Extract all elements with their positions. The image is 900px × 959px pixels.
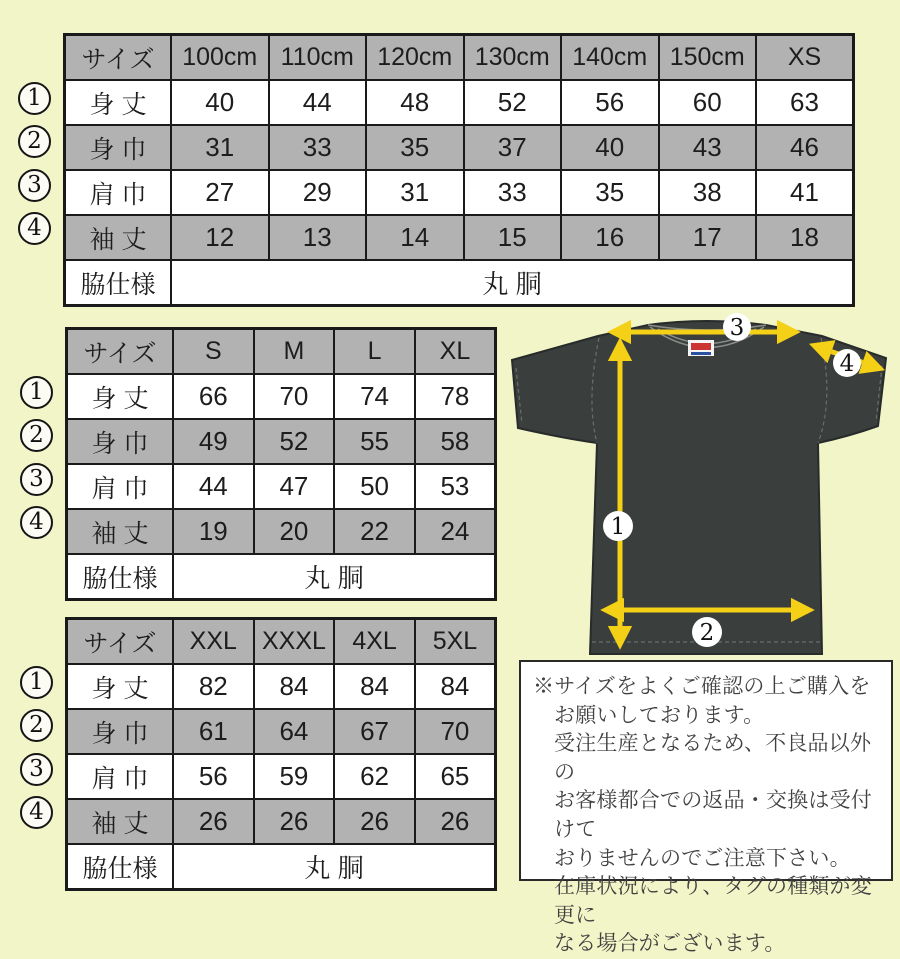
measure-value: 20: [254, 509, 335, 554]
size-header-cell: 140cm: [561, 35, 659, 81]
diagram-label-3: [723, 313, 751, 341]
measure-value: 52: [464, 80, 562, 125]
measure-value: 31: [171, 125, 269, 170]
measure-row: [67, 374, 496, 419]
footer-row: [67, 844, 496, 890]
measure-value: 66: [173, 374, 254, 419]
size-header-cell: 130cm: [464, 35, 562, 81]
measure-value: 49: [173, 419, 254, 464]
measure-value: 12: [171, 215, 269, 260]
measure-value: 26: [173, 799, 254, 844]
measure-row: [67, 419, 496, 464]
size-table-plus: [65, 617, 497, 891]
measure-row: [65, 125, 854, 170]
measure-value: 22: [334, 509, 415, 554]
diagram-label-4: [833, 349, 861, 377]
brand-tag: [688, 340, 714, 356]
circled-number-3: 3: [18, 169, 51, 202]
measure-label: 身 巾: [67, 419, 174, 464]
measure-value: 46: [756, 125, 854, 170]
measure-row: [65, 80, 854, 125]
circled-number-4: 4: [18, 212, 51, 245]
measure-value: 26: [254, 799, 335, 844]
svg-text:3: 3: [729, 315, 745, 341]
measure-value: 55: [334, 419, 415, 464]
measure-value: 27: [171, 170, 269, 215]
notice-line: おりませんのでご注意下さい。: [554, 846, 851, 870]
measure-value: 67: [334, 709, 415, 754]
measure-label: 袖 丈: [65, 215, 172, 260]
circled-number-2: 2: [18, 125, 51, 158]
purchase-notice-box: [519, 660, 893, 956]
measure-label: 肩 巾: [67, 464, 174, 509]
measure-value: 50: [334, 464, 415, 509]
measure-value: 35: [366, 125, 464, 170]
measure-value: 58: [415, 419, 496, 464]
size-header-cell: 150cm: [659, 35, 757, 81]
size-header-cell: S: [173, 329, 254, 375]
measure-value: 62: [334, 754, 415, 799]
measure-value: 14: [366, 215, 464, 260]
header-row: [67, 619, 496, 665]
measure-value: 24: [415, 509, 496, 554]
size-header-cell: 110cm: [269, 35, 367, 81]
notice-line: お客様都合での返品・交換は受付けて: [554, 789, 872, 841]
measure-value: 56: [561, 80, 659, 125]
measure-value: 56: [173, 754, 254, 799]
size-header-cell: L: [334, 329, 415, 375]
size-header-cell: サイズ: [65, 35, 172, 81]
svg-text:1: 1: [610, 514, 626, 540]
measure-value: 48: [366, 80, 464, 125]
circled-number-1: 1: [20, 376, 53, 409]
measure-value: 44: [269, 80, 367, 125]
circled-number-3: 3: [20, 753, 53, 786]
circled-number-2: 2: [20, 419, 53, 452]
circled-number-2: 2: [20, 709, 53, 742]
measure-value: 61: [173, 709, 254, 754]
measure-label: 身 丈: [67, 664, 174, 709]
header-row: [67, 329, 496, 375]
footer-row: [65, 260, 854, 306]
measure-value: 40: [561, 125, 659, 170]
size-table-kids: [63, 33, 855, 307]
tshirt-measurement-diagram: [500, 308, 892, 660]
measure-value: 47: [254, 464, 335, 509]
measure-value: 33: [464, 170, 562, 215]
measure-label: 身 巾: [65, 125, 172, 170]
measure-label: 身 丈: [67, 374, 174, 419]
measure-label: 身 丈: [65, 80, 172, 125]
measure-value: 18: [756, 215, 854, 260]
circled-number-1: 1: [18, 82, 51, 115]
size-header-cell: XL: [415, 329, 496, 375]
measure-value: 70: [254, 374, 335, 419]
circled-number-4: 4: [20, 506, 53, 539]
size-table-adult-section: [29, 327, 497, 601]
measure-row: [67, 509, 496, 554]
measure-value: 15: [464, 215, 562, 260]
circled-number-3: 3: [20, 463, 53, 496]
notice-line: お願いしております。: [554, 703, 765, 727]
size-header-cell: XXXL: [254, 619, 335, 665]
measure-row: [67, 664, 496, 709]
measure-value: 29: [269, 170, 367, 215]
measure-value: 44: [173, 464, 254, 509]
size-header-cell: サイズ: [67, 329, 174, 375]
circled-number-1: 1: [20, 666, 53, 699]
size-header-cell: サイズ: [67, 619, 174, 665]
measure-value: 84: [254, 664, 335, 709]
side-spec-value: 丸 胴: [171, 260, 854, 306]
measure-row: [65, 215, 854, 260]
measure-value: 19: [173, 509, 254, 554]
size-table-plus-section: [29, 617, 497, 891]
measure-value: 70: [415, 709, 496, 754]
measure-value: 38: [659, 170, 757, 215]
side-spec-label: 脇仕様: [67, 844, 174, 890]
measure-value: 40: [171, 80, 269, 125]
size-table-kids-section: [27, 33, 855, 307]
diagram-label-1: [603, 511, 633, 541]
measure-value: 35: [561, 170, 659, 215]
measure-label: 肩 巾: [67, 754, 174, 799]
measure-value: 74: [334, 374, 415, 419]
header-row: [65, 35, 854, 81]
measure-value: 43: [659, 125, 757, 170]
size-header-cell: 120cm: [366, 35, 464, 81]
measure-row: [65, 170, 854, 215]
footer-row: [67, 554, 496, 600]
measure-value: 31: [366, 170, 464, 215]
measure-value: 41: [756, 170, 854, 215]
svg-text:4: 4: [839, 351, 855, 377]
measure-value: 26: [415, 799, 496, 844]
measure-value: 84: [334, 664, 415, 709]
diagram-label-2: [692, 617, 722, 647]
size-header-cell: 4XL: [334, 619, 415, 665]
notice-line: ※サイズをよくご確認の上ご購入を: [533, 675, 871, 698]
measure-row: [67, 754, 496, 799]
measure-value: 33: [269, 125, 367, 170]
side-spec-label: 脇仕様: [65, 260, 172, 306]
measure-value: 37: [464, 125, 562, 170]
measure-row: [67, 709, 496, 754]
measure-value: 65: [415, 754, 496, 799]
measure-value: 53: [415, 464, 496, 509]
size-header-cell: 5XL: [415, 619, 496, 665]
measure-value: 84: [415, 664, 496, 709]
measure-label: 袖 丈: [67, 799, 174, 844]
measure-value: 16: [561, 215, 659, 260]
side-spec-value: 丸 胴: [173, 554, 496, 600]
measure-value: 63: [756, 80, 854, 125]
measure-value: 26: [334, 799, 415, 844]
measure-value: 60: [659, 80, 757, 125]
measure-row: [67, 799, 496, 844]
size-table-adult: [65, 327, 497, 601]
measure-label: 袖 丈: [67, 509, 174, 554]
side-spec-value: 丸 胴: [173, 844, 496, 890]
measure-row: [67, 464, 496, 509]
measure-value: 82: [173, 664, 254, 709]
notice-line: なる場合がございます。: [554, 932, 786, 956]
measure-value: 52: [254, 419, 335, 464]
measure-label: 身 巾: [67, 709, 174, 754]
measure-label: 肩 巾: [65, 170, 172, 215]
notice-line: 受注生産となるため、不良品以外の: [554, 732, 872, 784]
size-header-cell: XXL: [173, 619, 254, 665]
measure-value: 59: [254, 754, 335, 799]
notice-line: 在庫状況により、タグの種類が変更に: [554, 875, 872, 927]
measure-value: 78: [415, 374, 496, 419]
measure-value: 64: [254, 709, 335, 754]
size-header-cell: 100cm: [171, 35, 269, 81]
measure-value: 13: [269, 215, 367, 260]
svg-text:2: 2: [699, 620, 715, 646]
side-spec-label: 脇仕様: [67, 554, 174, 600]
size-header-cell: M: [254, 329, 335, 375]
circled-number-4: 4: [20, 796, 53, 829]
tshirt-silhouette: [512, 321, 886, 654]
size-header-cell: XS: [756, 35, 854, 81]
measure-value: 17: [659, 215, 757, 260]
